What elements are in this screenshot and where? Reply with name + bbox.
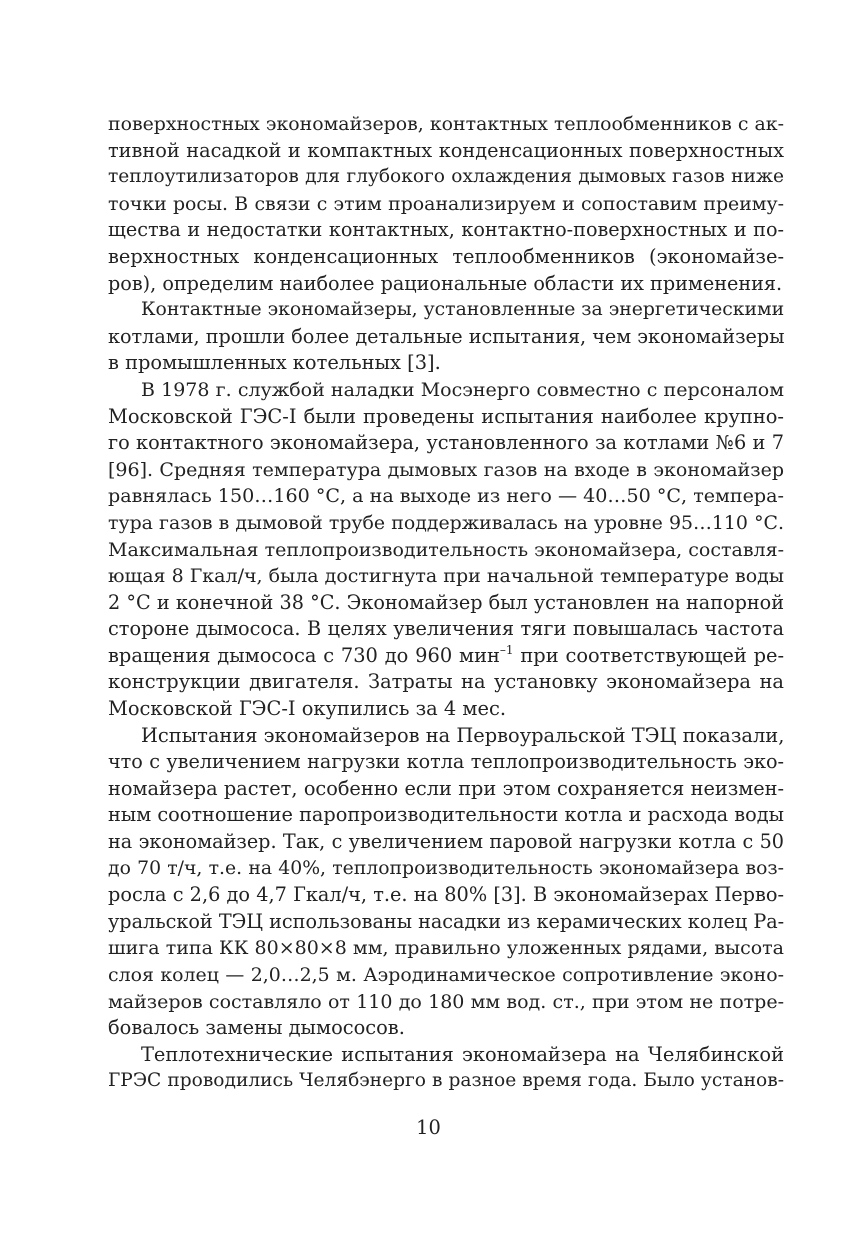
text-line: го контактного экономайзера, установленного за котлами №6 и 7 [108,431,784,455]
text-line: Теплотехнические испытания экономайзера на Челябинской [141,1042,784,1066]
text-segment: вращения дымососа с 730 до 960 мин [108,643,500,667]
text-line: верхностных конденсационных теплообменников (экономайзе- [108,244,784,268]
text-line: ГРЭС проводились Челябэнерго в разное время года. Было установ- [108,1070,784,1092]
text-line: щества и недостатки контактных, контактно-поверхностных и по- [108,218,784,242]
superscript: –1 [499,642,514,657]
text-line: Максимальная теплопроизводительность экономайзера, составля- [108,538,784,561]
text-line: слоя колец — 2,0…2,5 м. Аэродинамическое сопротивление эконо- [108,964,784,986]
text-line: Московской ГЭС-I были проведены испытания наиболее крупно- [108,404,784,428]
text-line: шига типа КК 80×80×8 мм, правильно уложенных рядами, высота [108,937,784,960]
text-line: поверхностных экономайзеров, контактных теплообменников с ак- [108,113,784,135]
text-line: 2 °С и конечной 38 °С. Экономайзер был установлен на напорной [108,590,784,614]
text-line: номайзера растет, особенно если при этом сохраняется неизмен- [108,776,784,800]
text-line: В 1978 г. службой наладки Мосэнерго совместно с персоналом [141,378,784,401]
text-line: теплоутилизаторов для глубокого охлаждения дымовых газов ниже [108,166,784,188]
text-line: точки росы. В связи с этим проанализируем и сопоставим преиму- [108,192,784,215]
text-line: ющая 8 Гкал/ч, была достигнута при начальной температуре воды [108,565,784,588]
text-line: конструкции двигателя. Затраты на установку экономайзера на [108,670,784,694]
text-line: ным соотношение паропроизводительности котла и расхода воды [108,803,784,827]
text-segment: при соответствующей ре- [513,643,785,667]
text-line: котлами, прошли более детальные испытания, чем экономайзеры [108,324,785,348]
text-line: стороне дымососа. В целях увеличения тяги повышалась частота [108,617,784,641]
text-line: тивной насадкой и компактных конденсационных поверхностных [108,138,784,162]
text-line: уральской ТЭЦ использованы насадки из керамических колец Ра- [108,909,785,933]
page-number: 10 [416,1116,441,1139]
text-line: тура газов в дымовой трубе поддерживалась на уровне 95…110 °С. [108,511,784,534]
text-line: до 70 т/ч, т.е. на 40%, теплопроизводительность экономайзера воз- [108,857,784,879]
text-line: Контактные экономайзеры, установленные за энергетическими [141,299,785,321]
text-line: майзеров составляло от 110 до 180 мм вод. ст., при этом не потре- [108,990,784,1013]
text-line: [96]. Средняя температура дымовых газов на входе в экономайзер [108,458,784,481]
text-line: в промышленных котельных [3]. [108,351,441,375]
text-line: ров), определим наиболее рациональные области их применения. [108,271,783,295]
text-line: Испытания экономайзеров на Первоуральской ТЭЦ показали, [141,723,785,747]
text-line: Московской ГЭС-I окупились за 4 мес. [108,697,506,721]
text-line: на экономайзер. Так, с увеличением паровой нагрузки котла с 50 [108,830,784,854]
text-line: росла с 2,6 до 4,7 Гкал/ч, т.е. на 80% [3]. В экономайзерах Перво- [108,883,784,907]
body-text [108,111,784,1095]
text-line: равнялась 150…160 °С, а на выходе из него — 40…50 °С, темпера- [108,484,784,508]
text-line [108,643,784,670]
text-line: бовалось замены дымососов. [108,1016,405,1040]
text-line: что с увеличением нагрузки котла теплопроизводительность эко- [108,750,784,774]
